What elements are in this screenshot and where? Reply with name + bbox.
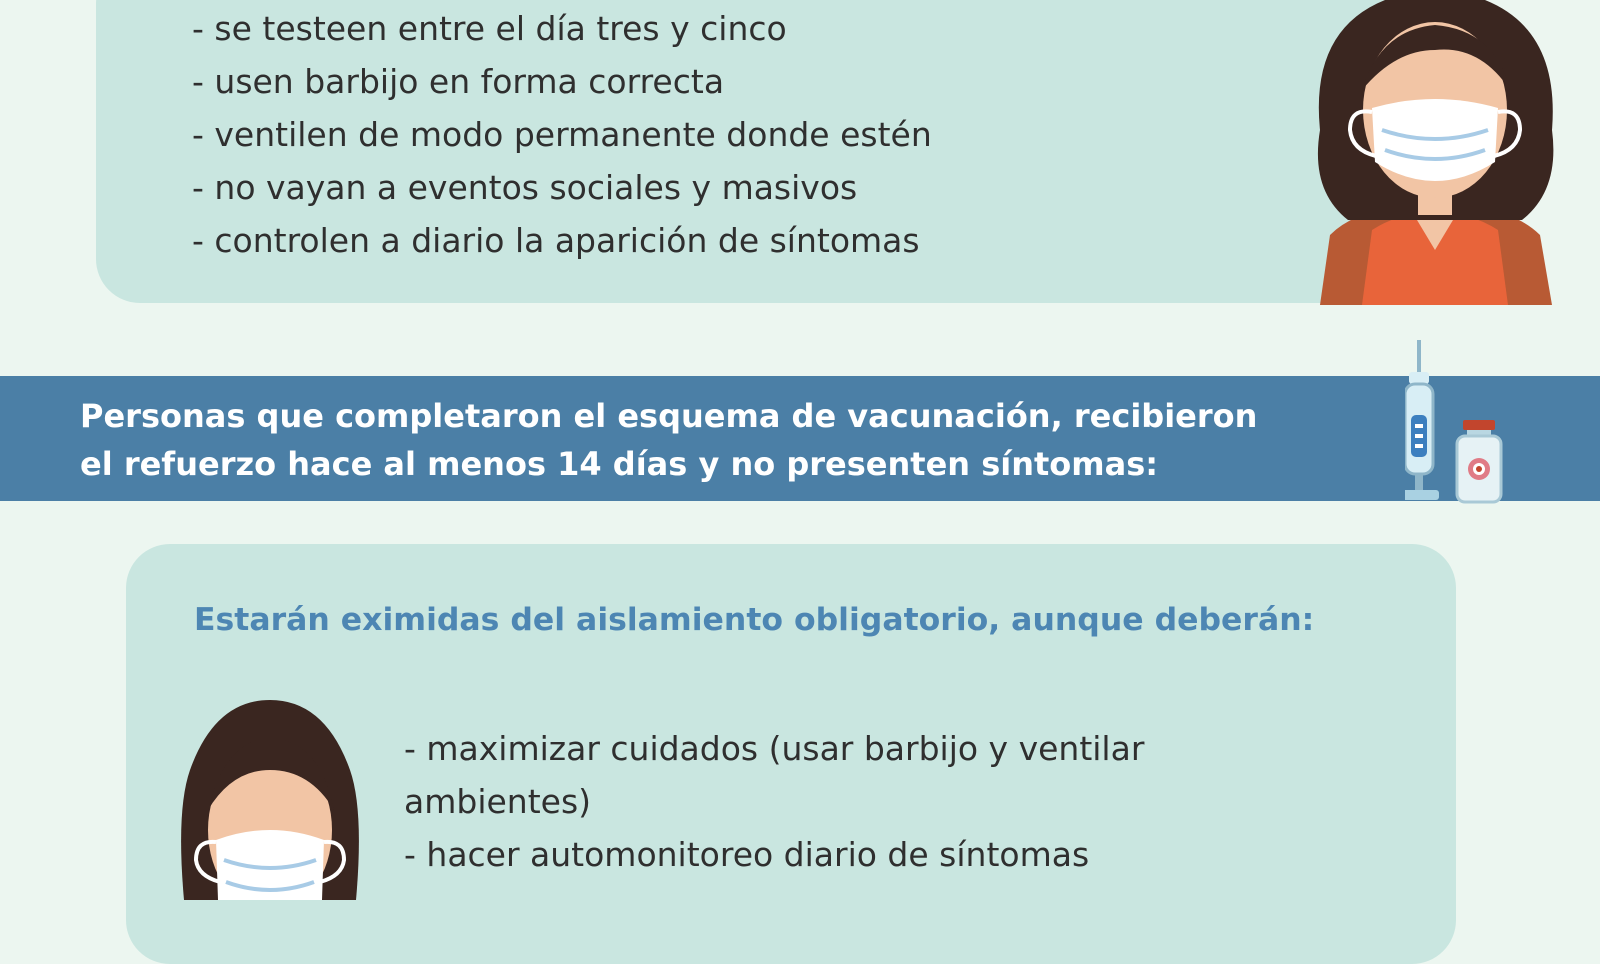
syringe-icon xyxy=(1405,340,1439,500)
list-item: - no vayan a eventos sociales y masivos xyxy=(192,168,858,207)
exemption-heading: Estarán eximidas del aislamiento obligatorio, aunque deberán: xyxy=(194,602,1315,638)
banner-title xyxy=(80,392,1350,488)
vaccine-illustration xyxy=(1405,340,1545,505)
banner-line-2: el refuerzo hace al menos 14 días y no presenten síntomas: xyxy=(80,445,1159,483)
exemption-requirements-list xyxy=(404,722,1184,881)
list-item: - hacer automonitoreo diario de síntomas xyxy=(404,835,1090,874)
vaccine-vial-icon xyxy=(1457,420,1501,502)
banner-line-1: Personas que completaron el esquema de vacunación, recibieron xyxy=(80,397,1258,435)
list-item: - maximizar cuidados (usar barbijo y ventilar ambientes) xyxy=(404,729,1145,821)
list-item: - usen barbijo en forma correcta xyxy=(192,62,725,101)
woman-with-mask-illustration xyxy=(170,700,370,900)
top-recommendations-list xyxy=(192,2,932,267)
list-item: - ventilen de modo permanente donde estén xyxy=(192,115,932,154)
list-item: - controlen a diario la aparición de síntomas xyxy=(192,221,920,260)
woman-with-mask-illustration xyxy=(1290,0,1580,305)
list-item: - se testeen entre el día tres y cinco xyxy=(192,9,787,48)
